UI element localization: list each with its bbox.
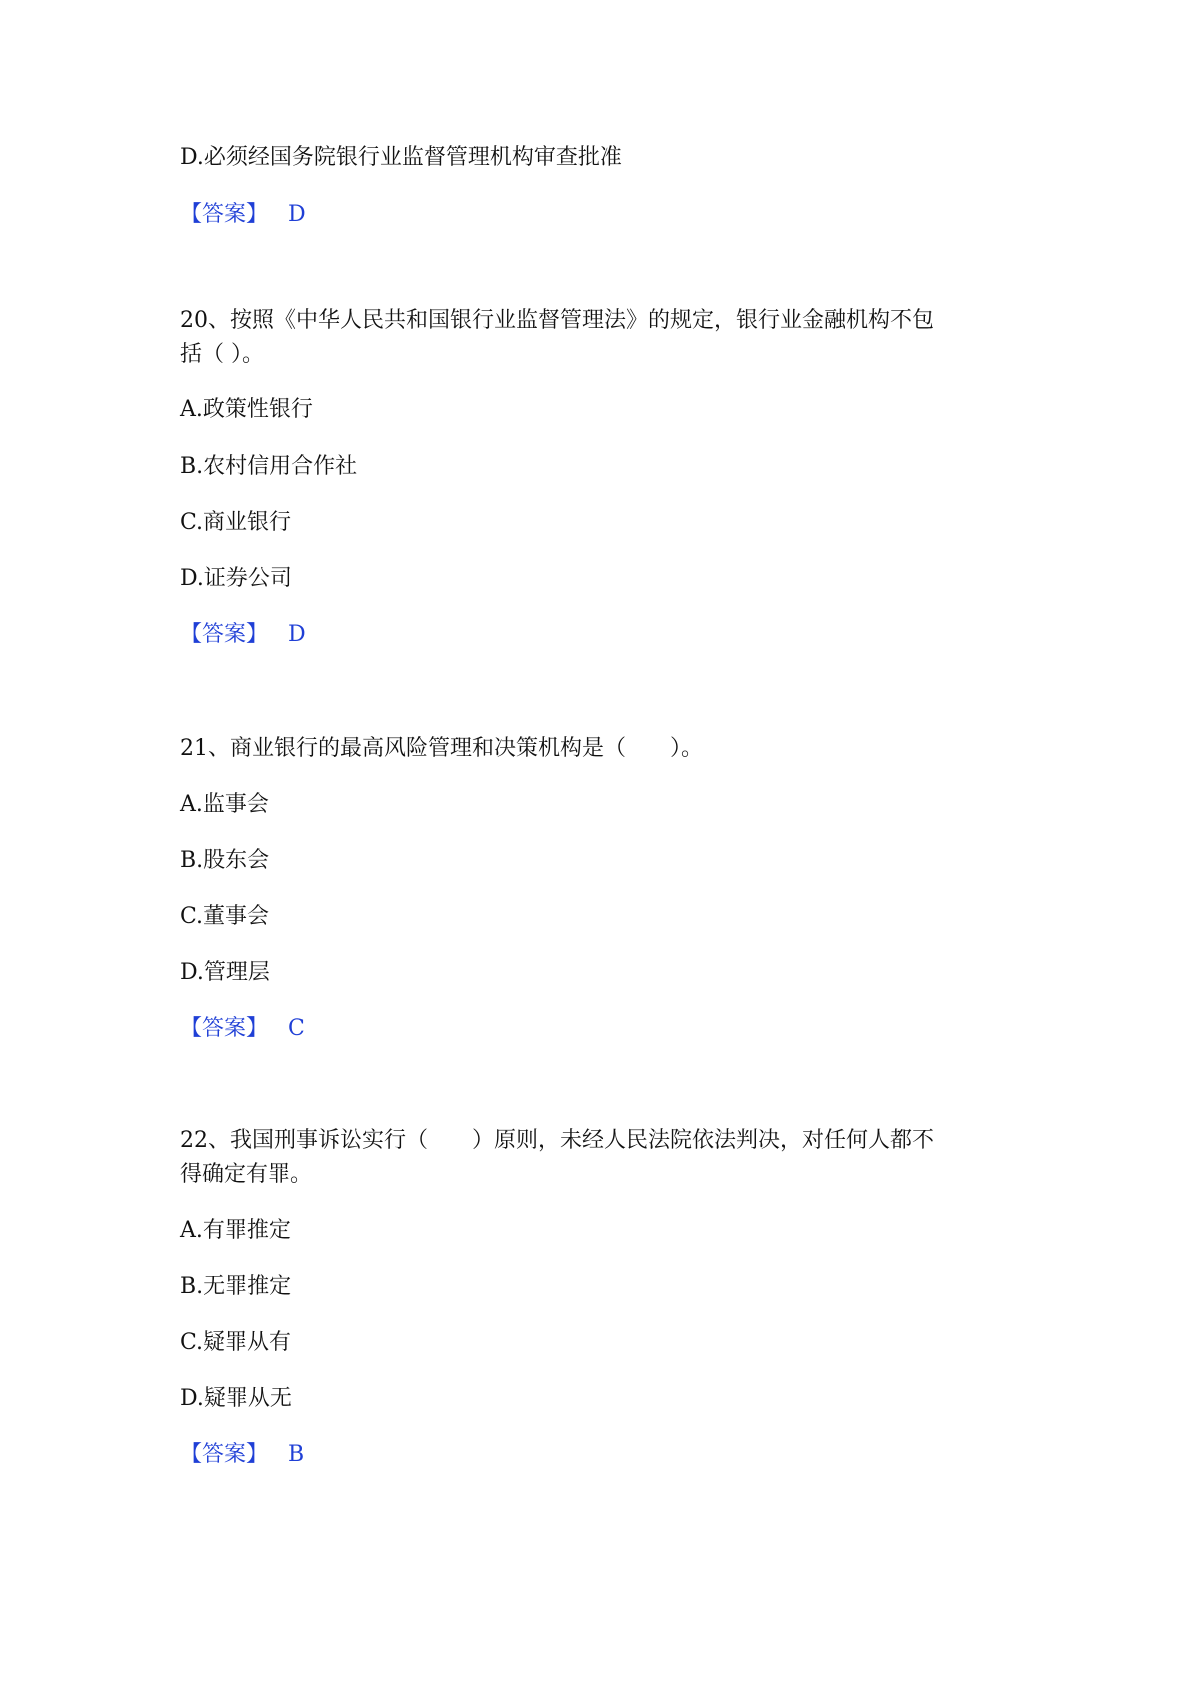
- question-22-option-b: B.无罪推定: [180, 1274, 292, 1299]
- answer-line-22: [180, 1440, 304, 1470]
- answer-line-20: [180, 620, 306, 650]
- question-21-stem-line1: 21、商业银行的最高风险管理和决策机构是（ ）。: [180, 736, 703, 761]
- answer-label: 【答案】: [180, 1016, 269, 1041]
- question-22-stem-line1: 22、我国刑事诉讼实行（ ）原则，未经人民法院依法判决，对任何人都不: [180, 1128, 934, 1153]
- answer-value: C: [288, 1016, 305, 1041]
- question-20-option-c: C.商业银行: [180, 510, 292, 535]
- answer-label: 【答案】: [180, 1442, 269, 1467]
- question-21-option-a: A.监事会: [180, 792, 269, 817]
- question-20-stem-line1: 20、按照《中华人民共和国银行业监督管理法》的规定，银行业金融机构不包: [180, 308, 934, 333]
- question-22-option-d: D.疑罪从无: [180, 1386, 292, 1411]
- answer-line-21: [180, 1014, 305, 1044]
- question-20-option-d: D.证券公司: [180, 566, 292, 591]
- answer-line-19: [180, 200, 306, 230]
- question-22-option-c: C.疑罪从有: [180, 1330, 292, 1355]
- answer-value: D: [288, 622, 306, 647]
- answer-value: B: [288, 1442, 305, 1467]
- question-20-stem-line2: 括（ ）。: [180, 342, 264, 367]
- answer-label: 【答案】: [180, 622, 269, 647]
- question-21-option-d: D.管理层: [180, 960, 270, 985]
- question-22-option-a: A.有罪推定: [180, 1218, 291, 1243]
- option-d-prev: D.必须经国务院银行业监督管理机构审查批准: [180, 145, 622, 170]
- answer-label: 【答案】: [180, 202, 269, 227]
- question-20-option-a: A.政策性银行: [180, 397, 313, 422]
- question-22-stem-line2: 得确定有罪。: [180, 1162, 313, 1187]
- answer-value: D: [288, 202, 306, 227]
- question-21-option-c: C.董事会: [180, 904, 270, 929]
- question-21-option-b: B.股东会: [180, 848, 270, 873]
- question-20-option-b: B.农村信用合作社: [180, 454, 358, 479]
